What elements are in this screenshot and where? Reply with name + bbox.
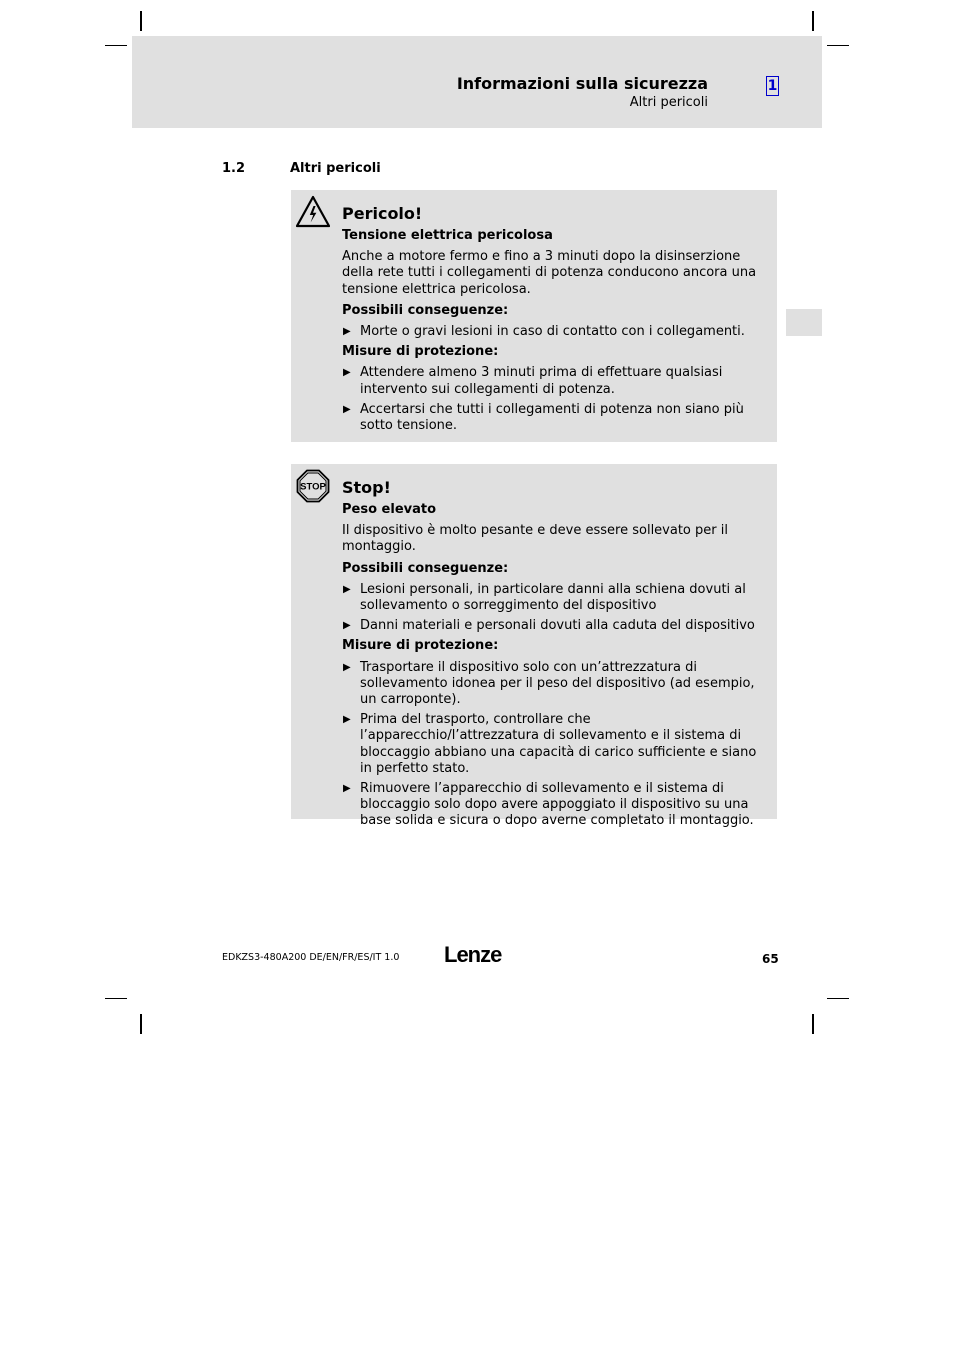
list-item: ▶ Morte o gravi lesioni in caso di contatto con i collegamenti. — [342, 324, 768, 340]
danger-consequences-list — [342, 324, 768, 340]
stop-paragraph: Il dispositivo è molto pesante e deve essere sollevato per il montaggio. — [342, 523, 728, 555]
crop-mark — [140, 1014, 142, 1034]
stop-heading: Stop! — [342, 478, 391, 497]
crop-mark — [105, 998, 127, 999]
header-title: Informazioni sulla sicurezza — [456, 74, 708, 93]
page-header — [132, 36, 822, 128]
stop-sign-text: STOP — [300, 481, 326, 493]
stop-subtitle: Peso elevato — [342, 502, 437, 517]
electric-hazard-icon — [296, 195, 330, 229]
danger-measures-label: Misure di protezione: — [342, 344, 499, 360]
list-item: ▶ Rimuovere l’apparecchio di sollevamento e il sistema di bloccaggio solo dopo avere appoggiato il dispositivo su una base solida e sicura o dopo averne completato il montaggio. — [342, 781, 768, 830]
stop-sign-icon — [296, 469, 330, 503]
list-item: ▶ Danni materiali e personali dovuti alla caduta del dispositivo — [342, 618, 768, 634]
list-item: ▶ Accertarsi che tutti i collegamenti di potenza non siano più sotto tensione. — [342, 402, 768, 434]
section-title: Altri pericoli — [290, 161, 381, 176]
chapter-number[interactable]: 1 — [767, 78, 778, 94]
danger-heading: Pericolo! — [342, 204, 423, 223]
list-item: ▶ Lesioni personali, in particolare danni alla schiena dovuti al sollevamento o sorreggimento del dispositivo — [342, 582, 768, 614]
stop-measures-label: Misure di protezione: — [342, 638, 499, 654]
crop-mark — [812, 1014, 814, 1034]
crop-mark — [105, 45, 127, 46]
danger-paragraph: Anche a motore fermo e fino a 3 minuti dopo la disinserzione della rete tutti i collegamenti di potenza conducono ancora una tensione elettrica pericolosa. — [342, 249, 757, 297]
page-number: 65 — [762, 952, 779, 966]
crop-mark — [812, 11, 814, 31]
side-tab-marker — [786, 309, 822, 336]
stop-measures-list — [342, 660, 768, 830]
header-subtitle: Altri pericoli — [629, 95, 708, 110]
danger-consequences-label: Possibili conseguenze: — [342, 302, 509, 318]
list-item: ▶ Prima del trasporto, controllare che l’apparecchio/l’attrezzatura di sollevamento e il sistema di bloccaggio abbiano una capacità di carico sufficiente e siano in perfetto stato. — [342, 712, 768, 777]
list-item: ▶ Attendere almeno 3 minuti prima di effettuare qualsiasi intervento sui collegamenti di potenza. — [342, 365, 768, 397]
crop-mark — [827, 45, 849, 46]
crop-mark — [140, 11, 142, 31]
danger-subtitle: Tensione elettrica pericolosa — [342, 228, 553, 243]
lenze-logo: Lenze — [444, 942, 502, 967]
stop-consequences-list — [342, 582, 768, 635]
crop-mark — [827, 998, 849, 999]
section-number: 1.2 — [222, 161, 246, 176]
stop-consequences-label: Possibili conseguenze: — [342, 560, 509, 576]
stop-notice — [291, 464, 777, 829]
list-item: ▶ Trasportare il dispositivo solo con un’attrezzatura di sollevamento idonea per il peso del dispositivo (ad esempio, un carroponte). — [342, 660, 768, 709]
document-code: EDKZS3-480A200 DE/EN/FR/ES/IT 1.0 — [222, 952, 400, 963]
danger-notice — [291, 190, 777, 442]
danger-measures-list — [342, 365, 768, 434]
